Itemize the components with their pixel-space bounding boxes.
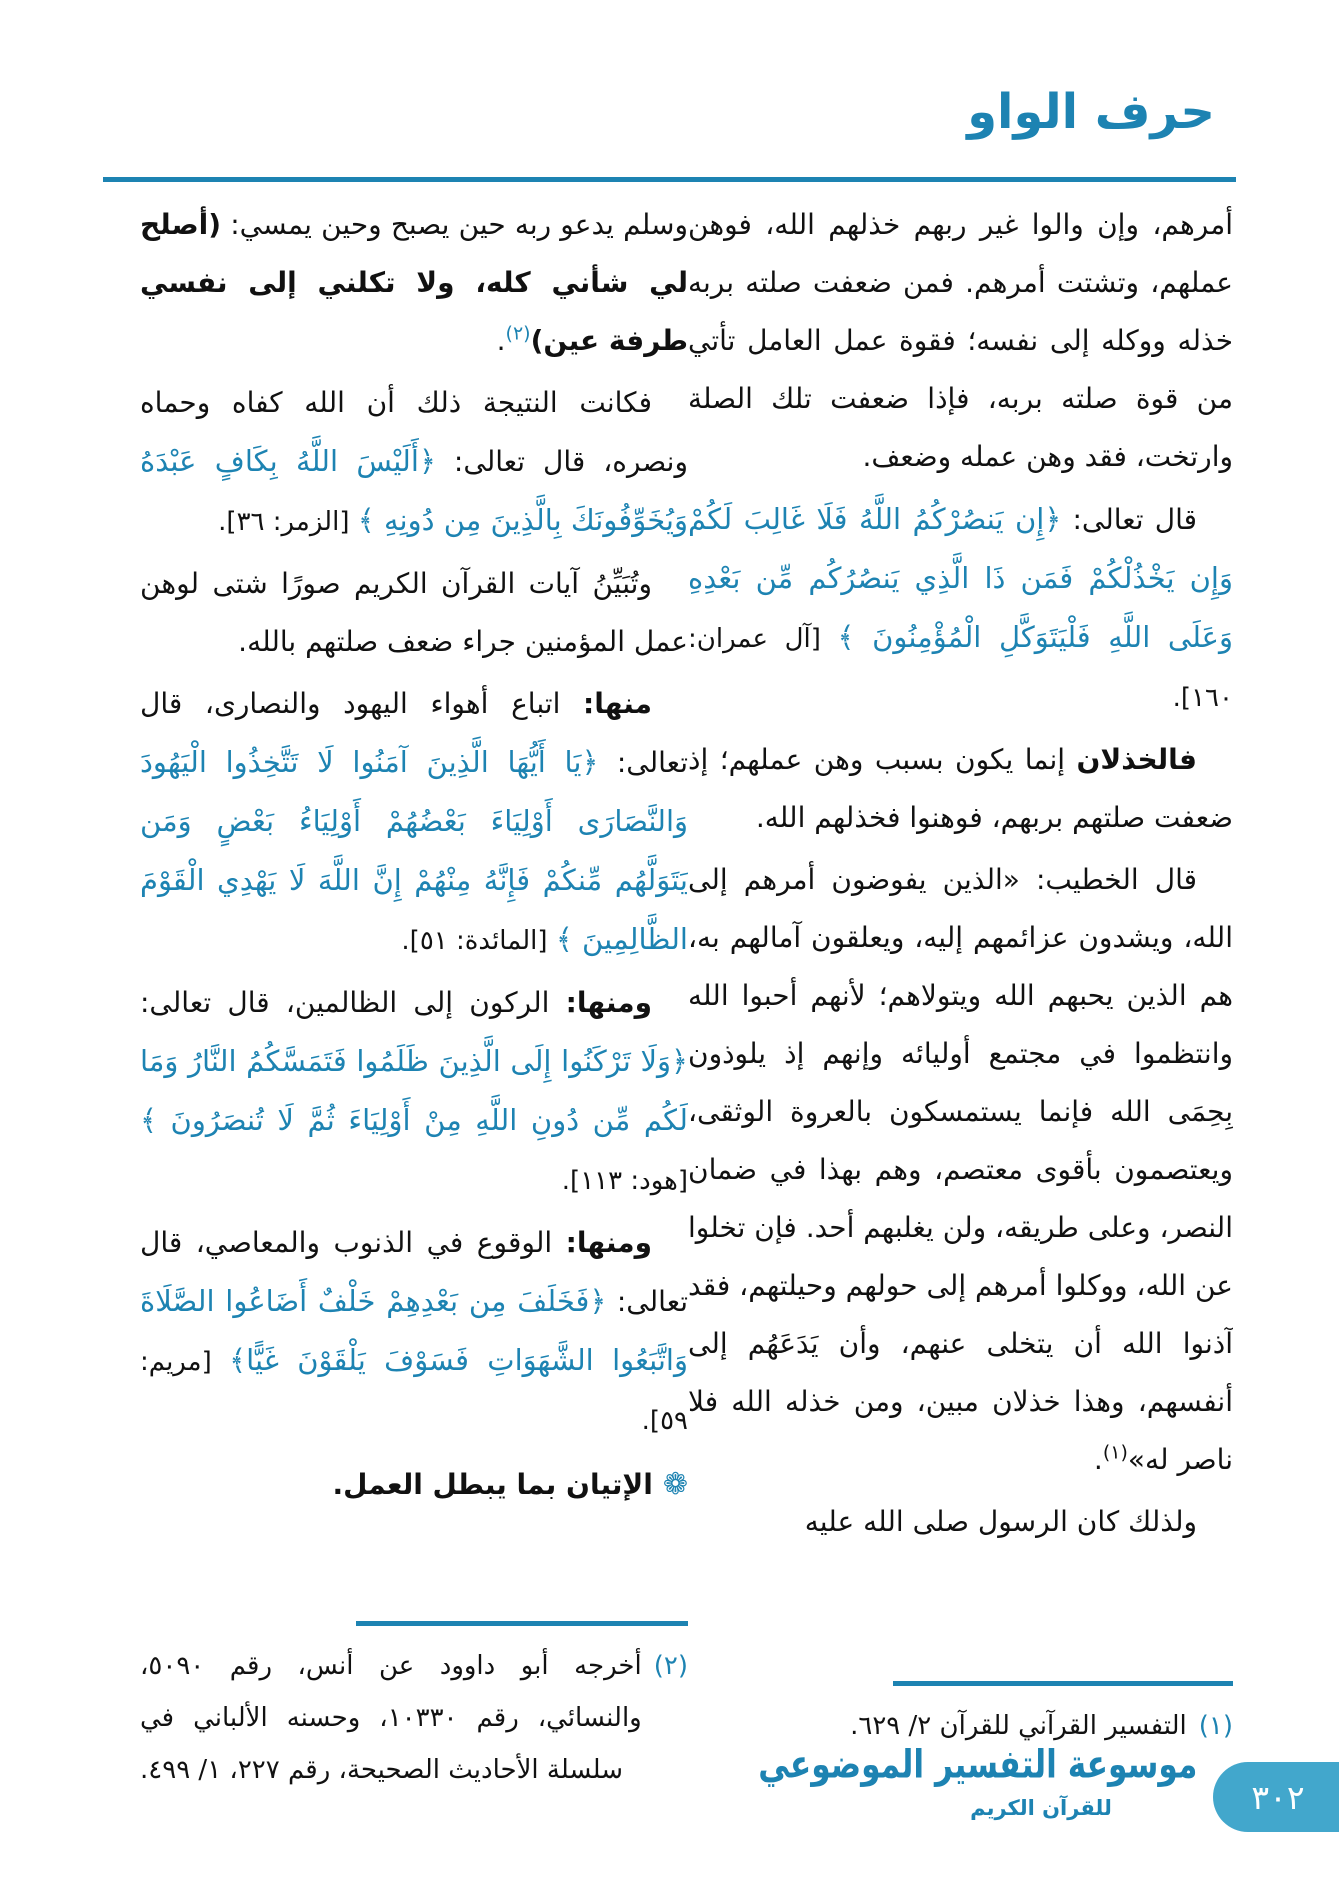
sentence-end: . [1093,1443,1103,1476]
lead-word: ومنها: [565,986,652,1019]
page-number: ٣٠٢ [1251,1777,1305,1817]
footnote [140,1640,688,1796]
footnote-text: أخرجه أبو داوود عن أنس، رقم ٥٠٩٠، والنسائي، رقم ١٠٣٣٠، وحسنه الألباني في سلسلة الأحاديث الصحيحة، رقم ٢٢٧، ١/ ٤٩٩. [140,1651,642,1785]
column-right [688,196,1233,1752]
paragraph [688,851,1233,1489]
quran-verse: ﴿أَلَيْسَ اللَّهُ بِكَافٍ عَبْدَهُ وَيُخَوِّفُونَكَ بِالَّذِينَ مِن دُونِهِ ﴾ [140,444,688,537]
paragraph [140,374,688,551]
verse-reference: [آل عمران: ١٦٠]. [688,624,1233,713]
paragraph [140,675,688,970]
column-left [140,196,688,1796]
footnote-text: التفسير القرآني للقرآن ٢/ ٦٢٩. [850,1711,1187,1741]
paragraph-text: الركون إلى الظالمين، قال تعالى: [140,986,566,1019]
footnote-marker: (١) [1198,1711,1233,1741]
paragraph-text: إنما يكون بسبب وهن عملهم؛ إذ ضعفت صلتهم بربهم، فوهنوا فخذلهم الله. [688,743,1233,834]
paragraph [688,731,1233,847]
chapter-title-calligraphy: حرف الواو [967,84,1215,140]
section-heading-text: الإتيان بما يبطل العمل. [332,1468,653,1501]
page-number-badge [1213,1762,1339,1832]
publisher-logo-subtitle: للقرآن الكريم [970,1796,1112,1820]
footnote-reference-marker: (٢) [505,322,531,345]
paragraph [140,974,688,1210]
paragraph [140,196,688,370]
paragraph-text: وسلم يدعو ربه حين يصبح وحين يمسي: [221,208,688,241]
paragraph: أمرهم، وإن والوا غير ربهم خذلهم الله، فوهن عملهم، وتشتت أمرهم. فمن ضعفت صلته بربه خذله ووكله إلى نفسه؛ فقوة عمل العامل تأتي من قوة صلته بربه، فإذا ضعفت تلك الصلة وارتخت، فقد وهن عمله وضعف. [688,208,1233,473]
quote-lead: قال تعالى: [1061,503,1197,536]
lead-word: ومنها: [565,1226,652,1259]
paragraph [140,1214,688,1450]
verse-reference: [هود: ١١٣]. [561,1166,688,1196]
rosette-icon: ❁ [662,1467,688,1502]
footnote-separator [893,1681,1233,1686]
paragraph-text: اتباع أهواء اليهود والنصارى، قال تعالى: [140,687,688,779]
quote-lead: فكانت النتيجة ذلك أن الله كفاه وحماه ونصره، قال تعالى: [140,386,688,478]
quran-verse: ﴿يَا أَيُّهَا الَّذِينَ آمَنُوا لَا تَتَّخِذُوا الْيَهُودَ وَالنَّصَارَى أَوْلِيَاءَ بَعْضُهُمْ أَوْلِيَاءُ بَعْضٍ وَمَن يَتَوَلَّهُم مِّنكُمْ فَإِنَّهُ مِنْهُمْ إِنَّ اللَّهَ لَا يَهْدِي الْقَوْمَ الظَّالِمِينَ ﴾ [140,745,688,956]
verse-reference: [المائدة: ٥١]. [401,926,556,956]
quran-verse: ﴿وَلَا تَرْكَنُوا إِلَى الَّذِينَ ظَلَمُوا فَتَمَسَّكُمُ النَّارُ وَمَا لَكُم مِّن دُونِ اللَّهِ مِنْ أَوْلِيَاءَ ثُمَّ لَا تُنصَرُونَ ﴾ [140,1044,688,1137]
verse-reference: [مريم: ٥٩]. [140,1347,688,1436]
sentence-end: . [496,324,506,357]
footnote-separator [356,1621,688,1626]
quote-lead: قال الخطيب: [1019,863,1197,896]
paragraph: وتُبَيِّنُ آيات القرآن الكريم صورًا شتى لوهن عمل المؤمنين جراء ضعف صلتهم بالله. [140,567,688,658]
quran-verse: ﴿إِن يَنصُرْكُمُ اللَّهُ فَلَا غَالِبَ لَكُمْ وَإِن يَخْذُلْكُمْ فَمَن ذَا الَّذِي يَنصُرُكُم مِّن بَعْدِهِ وَعَلَى اللَّهِ فَلْيَتَوَكَّلِ الْمُؤْمِنُونَ ﴾ [688,502,1233,654]
lead-word: منها: [583,687,652,720]
publisher-logo-title: موسوعة التفسير الموضوعي [758,1742,1198,1788]
footnote-marker: (٢) [653,1651,688,1681]
column-left-body [140,196,688,1518]
quran-verse: ﴿فَخَلَفَ مِن بَعْدِهِمْ خَلْفٌ أَضَاعُوا الصَّلَاةَ وَاتَّبَعُوا الشَّهَوَاتِ فَسَوْفَ يَلْقَوْنَ غَيًّا﴾ [140,1284,688,1377]
hadith-dua: (أصلح لي شأني كله، ولا تكلني إلى نفسي طرفة عين) [140,208,688,357]
column-right-body [688,196,1233,1555]
paragraph [688,490,1233,727]
footnote-area-left [140,1621,688,1796]
header-divider [103,177,1236,182]
verse-reference: [الزمر: ٣٦]. [218,507,358,537]
scholar-quote: «الذين يفوضون أمرهم إلى الله، ويشدون عزائمهم إليه، ويعلقون آمالهم به، هم الذين يحبهم الله ويتولاهم؛ لأنهم أحبوا الله وانتظموا في مجتمع أوليائه وإنهم إذ يلوذون بِحِمَى الله فإنما يستمسكون بالعروة الوثقى، ويعتصمون بأقوى معتصم، وهم بهذا في ضمان النصر، وعلى طريقه، ولن يغلبهم أحد. فإن تخلوا عن الله، ووكلوا أمرهم إلى حولهم وحيلتهم، فقد آذنوا الله أن يتخلى عنهم، وأن يَدَعَهُم إلى أنفسهم، وهذا خذلان مبين، ومن خذله الله فلا ناصر له» [688,863,1233,1476]
paragraph-text: الوقوع في الذنوب والمعاصي، قال تعالى: [140,1226,688,1318]
section-heading [140,1456,688,1514]
lead-word: فالخذلان [1076,743,1197,776]
publisher-logo [758,1742,1211,1820]
footnote-reference-marker: (١) [1102,1441,1128,1464]
paragraph: ولذلك كان الرسول صلى الله عليه [804,1505,1197,1538]
